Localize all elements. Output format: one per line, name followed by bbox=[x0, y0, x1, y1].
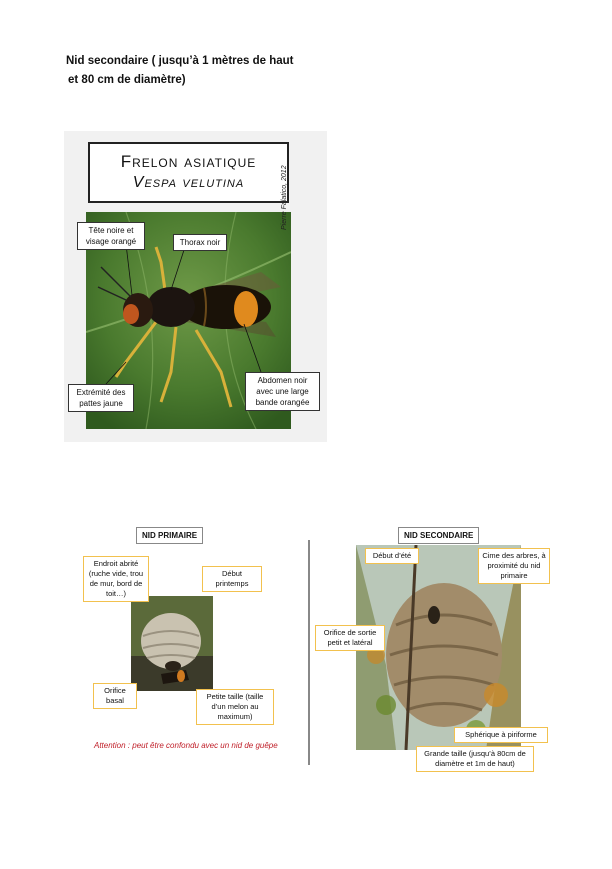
primary-callout-location-label: Endroit abrité (ruche vide, trou de mur, bord de toit…) bbox=[88, 559, 144, 598]
secondary-callout-size bbox=[416, 746, 534, 772]
primary-nest-title: NID PRIMAIRE bbox=[136, 527, 203, 544]
primary-callout-season-label: Début printemps bbox=[215, 569, 249, 588]
poster-title: Frelon asiatique bbox=[120, 152, 257, 171]
callout-thorax bbox=[173, 234, 227, 251]
section-divider bbox=[308, 540, 310, 765]
callout-abdomen-label: Abdomen noir avec une large bande orangée bbox=[255, 376, 310, 407]
secondary-callout-shape bbox=[454, 727, 548, 743]
callout-legs-label: Extrémité des pattes jaune bbox=[76, 388, 126, 408]
callout-legs bbox=[68, 384, 134, 412]
secondary-callout-orifice bbox=[315, 625, 385, 651]
page-heading bbox=[66, 52, 366, 90]
primary-callout-size bbox=[196, 689, 274, 725]
secondary-callout-orifice-label: Orifice de sortie petit et latéral bbox=[323, 628, 377, 647]
photo-credit: Pierre Falatico, 2012 bbox=[281, 165, 288, 230]
secondary-callout-location bbox=[478, 548, 550, 584]
secondary-callout-season-label: Début d’été bbox=[372, 551, 412, 560]
primary-callout-location bbox=[83, 556, 149, 602]
primary-callout-season bbox=[202, 566, 262, 592]
primary-callout-size-label: Petite taille (taille d’un melon au maximum) bbox=[206, 692, 264, 721]
poster-subtitle: Vespa velutina bbox=[132, 174, 245, 191]
primary-callout-orifice-label: Orifice basal bbox=[104, 686, 126, 705]
heading-line-2: et 80 cm de diamètre) bbox=[68, 74, 186, 86]
callout-head bbox=[77, 222, 145, 250]
secondary-callout-location-label: Cime des arbres, à proximité du nid primaire bbox=[482, 551, 546, 580]
callout-thorax-label: Thorax noir bbox=[179, 238, 221, 247]
secondary-callout-shape-label: Sphérique à piriforme bbox=[465, 730, 537, 739]
callout-abdomen bbox=[245, 372, 320, 411]
confusion-warning: Attention : peut être confondu avec un nid de guêpe bbox=[94, 741, 278, 750]
callout-head-label: Tête noire et visage orangé bbox=[85, 226, 137, 246]
primary-callout-orifice bbox=[93, 683, 137, 709]
secondary-callout-season bbox=[365, 548, 419, 564]
secondary-nest-title: NID SECONDAIRE bbox=[398, 527, 479, 544]
heading-line-1: Nid secondaire ( jusqu’à 1 mètres de haut bbox=[66, 55, 294, 67]
poster-title-box bbox=[88, 142, 289, 203]
primary-nest-photo bbox=[131, 596, 213, 691]
secondary-callout-size-label: Grande taille (jusqu’à 80cm de diamètre et 1m de haut) bbox=[424, 749, 526, 768]
